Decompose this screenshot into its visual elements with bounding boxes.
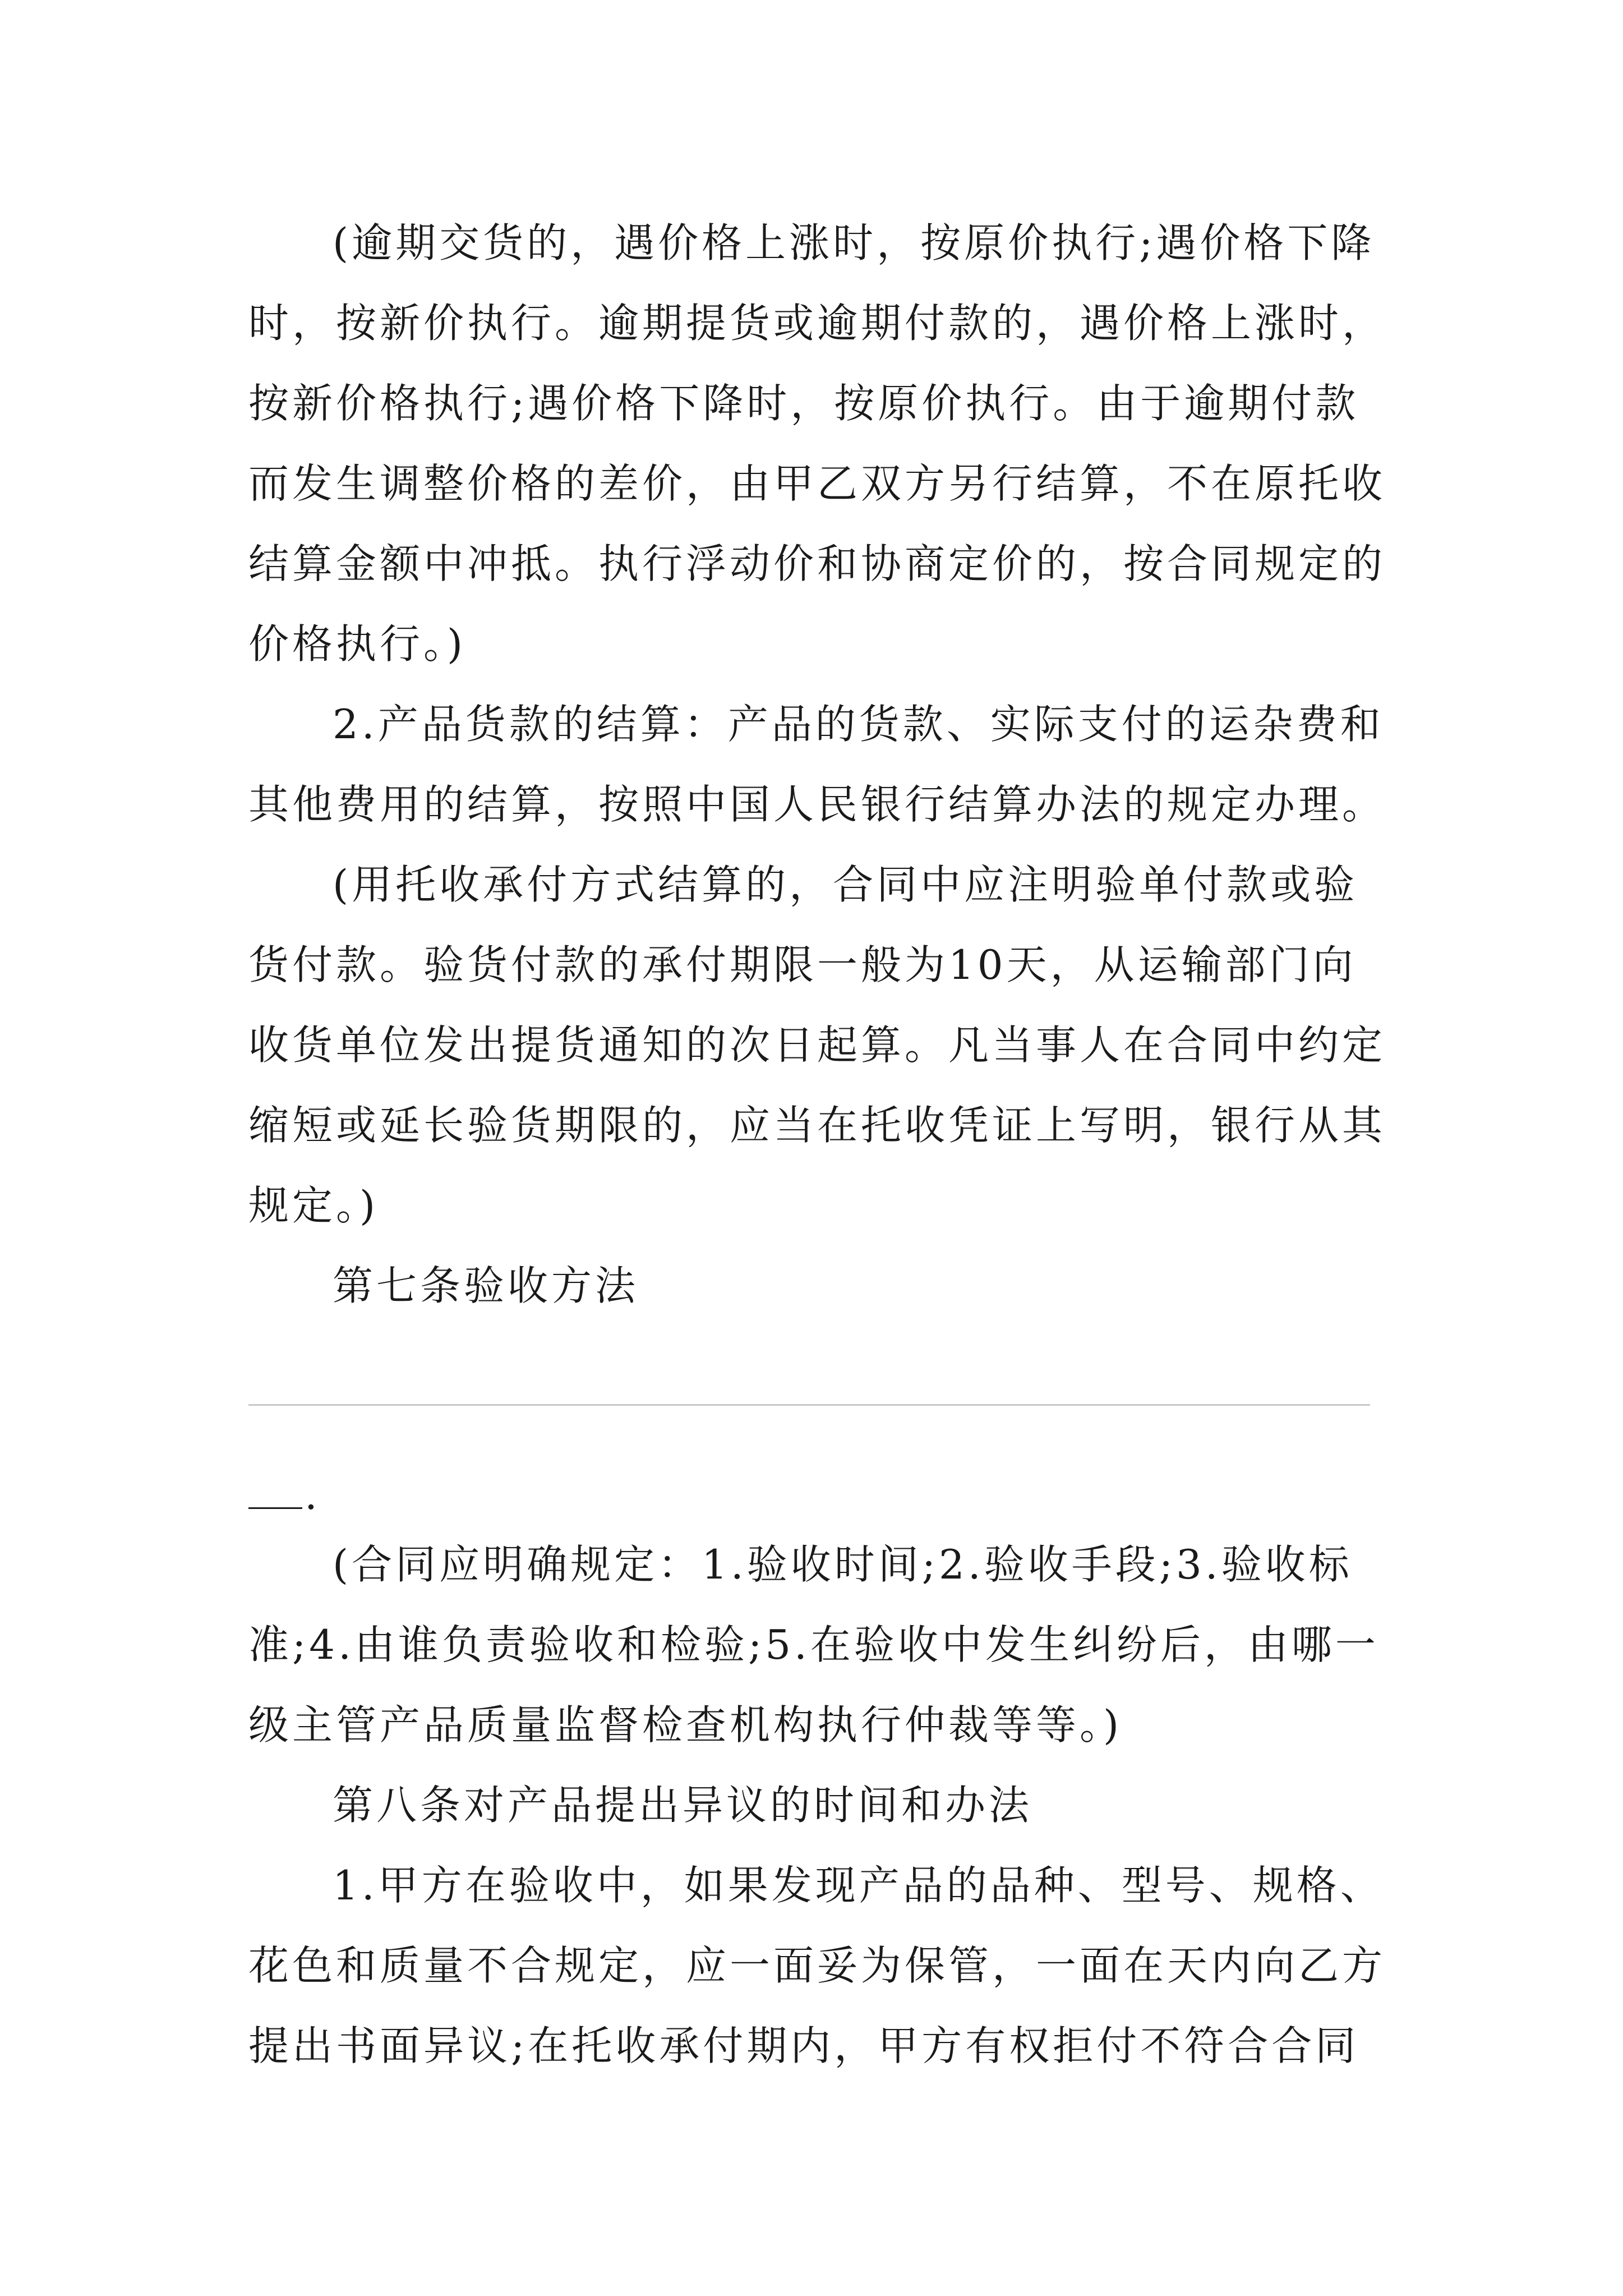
paragraph-line: 时，按新价执行。逾期提货或逾期付款的，遇价格上涨时， (248, 300, 1386, 347)
paragraph-line: 1.甲方在验收中，如果发现产品的品种、型号、规格、 (333, 1862, 1384, 1909)
paragraph-line: 级主管产品质量监督检查机构执行仲裁等等。) (248, 1701, 1123, 1749)
blank-period: . (305, 1471, 317, 1519)
section-heading: 第八条对产品提出异议的时间和办法 (333, 1782, 1033, 1829)
blank-underline (248, 1507, 302, 1509)
paragraph-line: 而发生调整价格的差价，由甲乙双方另行结算，不在原托收 (248, 460, 1386, 507)
paragraph-line: 2.产品货款的结算：产品的货款、实际支付的运杂费和 (333, 701, 1384, 748)
paragraph-line: 缩短或延长验货期限的，应当在托收凭证上写明，银行从其 (248, 1102, 1386, 1149)
paragraph-line: (用托收承付方式结算的，合同中应注明验单付款或验 (333, 861, 1358, 908)
paragraph-line: 结算金额中冲抵。执行浮动价和协商定价的，按合同规定的 (248, 540, 1386, 587)
paragraph-line: 花色和质量不合规定，应一面妥为保管，一面在天内向乙方 (248, 1942, 1386, 1989)
paragraph-line: (逾期交货的，遇价格上涨时，按原价执行;遇价格下降 (333, 219, 1375, 266)
paragraph-line: 准;4.由谁负责验收和检验;5.在验收中发生纠纷后，由哪一 (248, 1621, 1379, 1668)
paragraph-line: (合同应明确规定：1.验收时间;2.验收手段;3.验收标 (333, 1541, 1353, 1588)
text-block-lower (248, 1525, 1394, 2086)
paragraph-line: 收货单位发出提货通知的次日起算。凡当事人在合同中约定 (248, 1022, 1386, 1069)
paragraph-line: 按新价格执行;遇价格下降时，按原价执行。由于逾期付款 (248, 380, 1359, 427)
section-heading: 第七条验收方法 (333, 1262, 639, 1309)
paragraph-line: 价格执行。) (248, 620, 467, 668)
fill-in-blank (248, 1467, 317, 1523)
fill-in-rule (248, 1404, 1370, 1406)
paragraph-line: 货付款。验货付款的承付期限一般为10天，从运输部门向 (248, 941, 1357, 988)
paragraph-line: 其他费用的结算，按照中国人民银行结算办法的规定办理。 (248, 781, 1386, 828)
text-block-upper (248, 203, 1394, 1326)
paragraph-line: 规定。) (248, 1182, 379, 1229)
paragraph-line: 提出书面异议;在托收承付期内，甲方有权拒付不符合合同 (248, 2022, 1359, 2069)
